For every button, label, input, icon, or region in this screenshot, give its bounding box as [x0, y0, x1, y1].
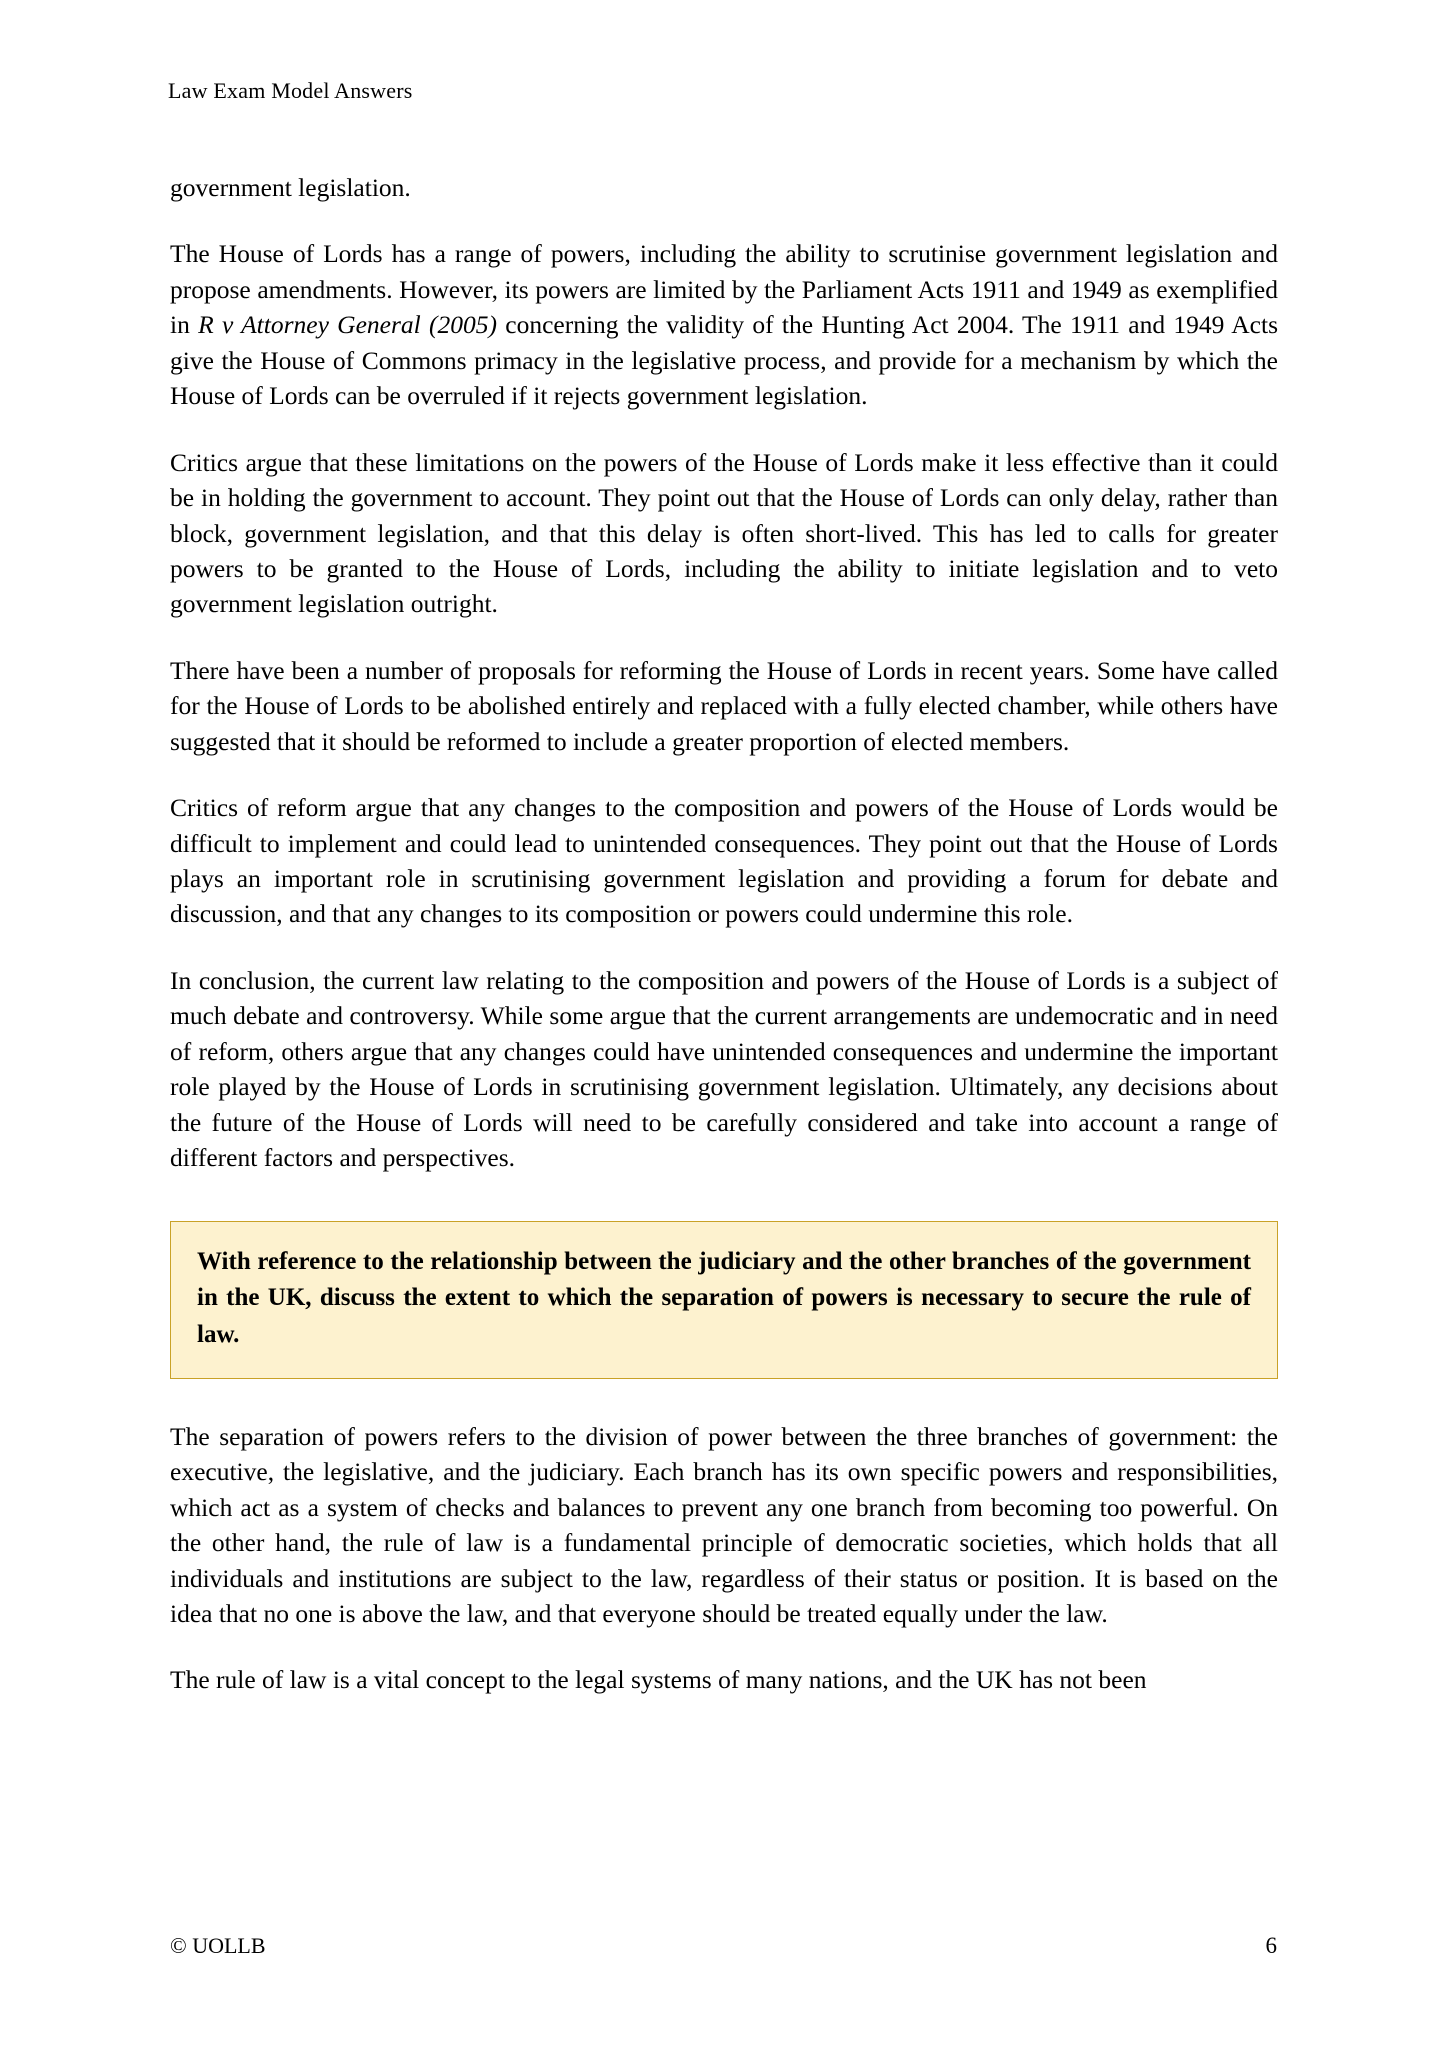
paragraph-2 [170, 236, 1278, 413]
paragraph-2-part-1: The House of Lords has a range of powers, including the ability to scrutinise government legislation and propose amendments. However, its powers are limited by the Parliament Acts 1911 and 1949 as exemplified in [170, 239, 1278, 340]
exam-question-callout [170, 1221, 1278, 1379]
footer-copyright: © UOLLB [170, 1933, 266, 1958]
paragraph-1: government legislation. [170, 173, 411, 202]
paragraph-5: Critics of reform argue that any changes to the composition and powers of the House of Lords would be difficult to implement and could lead to unintended consequences. They point out that the House of Lords plays an important role in scrutinising government legislation and providing a forum for debate and discussion, and that any changes to its composition or powers could undermine this role. [170, 793, 1278, 929]
paragraph-8: The rule of law is a vital concept to the legal systems of many nations, and the UK has not been [170, 1665, 1147, 1695]
page-header: Law Exam Model Answers [168, 78, 413, 103]
case-citation: R v Attorney General (2005) [198, 310, 497, 340]
paragraph-7: The separation of powers refers to the division of power between the three branches of government: the executive, the legislative, and the judiciary. Each branch has its own specific powers and responsibilities, which act as a system of checks and balances to prevent any one branch from becoming too powerful. On the other hand, the rule of law is a fundamental principle of democratic societies, which holds that all individuals and institutions are subject to the law, regardless of their status or position. It is based on the idea that no one is above the law, and that everyone should be treated equally under the law. [170, 1421, 1278, 1628]
document-body [170, 170, 1278, 1698]
paragraph-4: There have been a number of proposals for reforming the House of Lords in recent years. Some have called for the House of Lords to be abolished entirely and replaced with a fully elected chamber, while others have suggested that it should be reformed to include a greater proportion of elected members. [170, 655, 1278, 756]
exam-question-text: With reference to the relationship between the judiciary and the other branches of the government in the UK, discuss the extent to which the separation of powers is necessary to secure the rule of law. [197, 1247, 1251, 1348]
footer-page-number: 6 [1265, 1933, 1277, 1958]
paragraph-2-part-2: concerning the validity of the Hunting Act 2004. The 1911 and 1949 Acts give the House of Commons primacy in the legislative process, and provide for a mechanism by which the House of Lords can be overruled if it rejects government legislation. [170, 310, 1278, 411]
paragraph-3: Critics argue that these limitations on the powers of the House of Lords make it less effective than it could be in holding the government to account. They point out that the House of Lords can only delay, rather than block, government legislation, and that this delay is often short-lived. This has led to calls for greater powers to be granted to the House of Lords, including the ability to initiate legislation and to veto government legislation outright. [170, 447, 1278, 619]
paragraph-6: In conclusion, the current law relating to the composition and powers of the House of Lords is a subject of much debate and controversy. While some argue that the current arrangements are undemocratic and in need of reform, others argue that any changes could have unintended consequences and undermine the important role played by the House of Lords in scrutinising government legislation. Ultimately, any decisions about the future of the House of Lords will need to be carefully considered and take into account a range of different factors and perspectives. [170, 965, 1278, 1173]
